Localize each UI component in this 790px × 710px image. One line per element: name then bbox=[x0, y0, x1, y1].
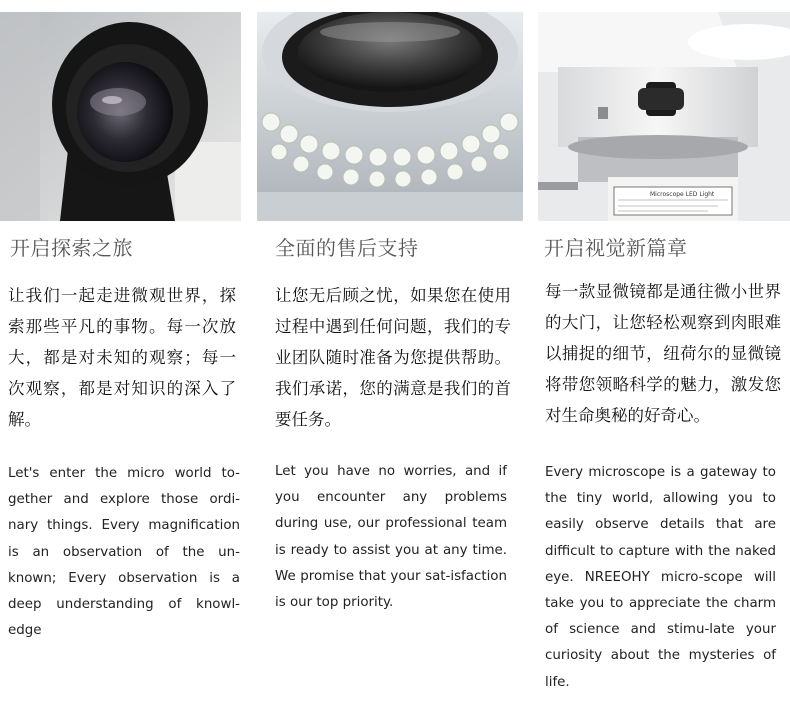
english-description: Let you have no worries, and if you encounter any problems during use, our professional team is ready to assist you at any time. We promise that your sat-isfaction is our top priority. bbox=[275, 464, 507, 611]
chinese-description: 让您无后顾之忧，如果您在使用过程中遇到任何问题，我们的专业团队随时准备为您提供帮助。我们承诺，您的满意是我们的首要任务。 bbox=[275, 286, 511, 429]
chinese-description: 让我们一起走进微观世界，探索那些平凡的事物。每一次放大，都是对未知的观察；每一次观察，都是对知识的深入了解。 bbox=[8, 286, 236, 429]
microscope-eyepiece-photo-icon bbox=[0, 12, 241, 221]
english-description: Let's enter the micro world to-gether and explore those ordi-nary things. Every magnification is an observation of the un-known; Every observation is a deep understanding of knowl-edge bbox=[8, 466, 240, 639]
english-description: Every microscope is a gateway to the tiny world, allowing you to easily observe details that are difficult to capture with the naked eye. NREEOHY micro-scope will take you to appreciate the charm of science and stimu-late your curiosity about the mysteries of life. bbox=[545, 465, 776, 690]
column-heading: 全面的售后支持 bbox=[275, 236, 419, 260]
microscope-body-image bbox=[538, 12, 790, 221]
eyepiece-image bbox=[0, 12, 241, 221]
column-heading: 开启探索之旅 bbox=[10, 236, 133, 260]
column-heading: 开启视觉新篇章 bbox=[544, 236, 688, 260]
led-ring-light-photo-icon bbox=[257, 12, 523, 221]
microscope-knob-photo-icon bbox=[538, 12, 790, 221]
chinese-description: 每一款显微镜都是通往微小世界的大门，让您轻松观察到肉眼难以捕捉的细节，纽荷尔的显微镜将带您领略科学的魅力，激发您对生命奥秘的好奇心。 bbox=[545, 282, 781, 425]
led-ring-image bbox=[257, 12, 523, 221]
device-label-text: Microscope LED Light bbox=[650, 191, 715, 198]
